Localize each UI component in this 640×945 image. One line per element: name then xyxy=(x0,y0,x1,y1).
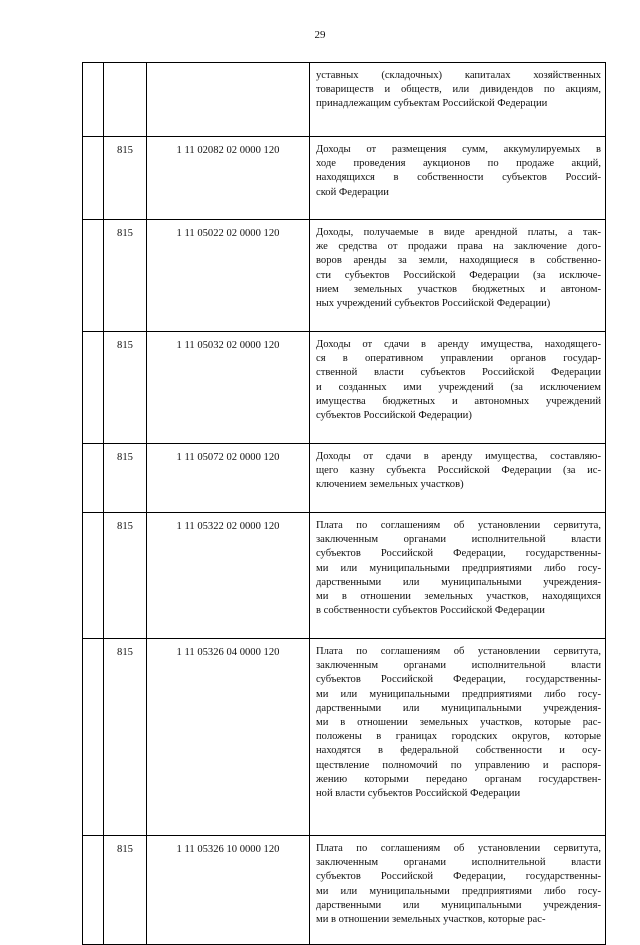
description-line: же средства от продажи права на заключение дого- xyxy=(316,241,601,253)
description-cell xyxy=(310,63,606,137)
table-row xyxy=(83,836,606,945)
description-line: Плата по соглашениям об установлении сервитута, xyxy=(316,646,601,657)
blank-cell xyxy=(83,639,104,836)
description-line: воров аренды за земли, находящиеся в собственно- xyxy=(316,255,601,267)
budget-code-cell: 1 11 05322 02 0000 120 xyxy=(147,513,310,639)
table-row xyxy=(83,137,606,220)
revenue-codes-table xyxy=(82,62,606,945)
description-line: ми или муниципальными предприятиями либо госу- xyxy=(316,688,601,700)
budget-code-cell: 1 11 02082 02 0000 120 xyxy=(147,137,310,220)
blank-cell xyxy=(83,63,104,137)
description-line: принадлежащим субъектам Российской Федерации xyxy=(316,98,548,110)
table-row xyxy=(83,513,606,639)
description-line: сти субъектов Российской Федерации (за исключе- xyxy=(316,269,601,281)
description-line: дарственными или муниципальными учреждения- xyxy=(316,576,601,588)
budget-code-cell: 1 11 05022 02 0000 120 xyxy=(147,220,310,332)
blank-cell xyxy=(83,836,104,945)
blank-cell xyxy=(83,332,104,444)
admin-code-cell xyxy=(104,63,147,137)
description-line: товариществ и обществ, или дивидендов по акциям, xyxy=(316,84,601,96)
description-line: в собственности субъектов Российской Федерации xyxy=(316,605,545,617)
budget-code-cell: 1 11 05072 02 0000 120 xyxy=(147,444,310,513)
description-line: дарственными или муниципальными учреждения- xyxy=(316,899,601,911)
description-line: субъектов Российской Федерации, государственны- xyxy=(316,674,601,686)
description-cell xyxy=(310,444,606,513)
description-line: ных учреждений субъектов Российской Федерации) xyxy=(316,298,551,310)
admin-code-cell: 815 xyxy=(104,444,147,513)
admin-code-cell: 815 xyxy=(104,220,147,332)
description-line: ся в оперативном управлении органов государ- xyxy=(316,353,601,365)
budget-code-cell: 1 11 05032 02 0000 120 xyxy=(147,332,310,444)
description-line: щего казну субъекта Российской Федерации (за ис- xyxy=(316,465,601,477)
description-line: находятся в федеральной собственности и осу- xyxy=(316,745,601,757)
description-line: субъектов Российской Федерации) xyxy=(316,410,472,422)
description-cell xyxy=(310,513,606,639)
description-cell xyxy=(310,332,606,444)
description-line: ми или муниципальными предприятиями либо госу- xyxy=(316,562,601,574)
description-cell xyxy=(310,137,606,220)
description-line: ной власти субъектов Российской Федерации xyxy=(316,788,521,800)
admin-code-cell: 815 xyxy=(104,332,147,444)
description-line: жению которыми передано органам государствен- xyxy=(316,773,601,785)
description-line: ществление полномочий по управлению и распоря- xyxy=(316,759,601,771)
description-line: заключенным органами исполнительной власти xyxy=(316,660,601,672)
table-row xyxy=(83,639,606,836)
description-line: дарственными или муниципальными учреждения- xyxy=(316,702,601,714)
description-line: ми или муниципальными предприятиями либо госу- xyxy=(316,885,601,897)
blank-cell xyxy=(83,220,104,332)
admin-code-cell: 815 xyxy=(104,836,147,945)
description-line: Доходы от сдачи в аренду имущества, составляю- xyxy=(316,451,601,462)
description-line: ской Федерации xyxy=(316,186,389,198)
description-line: положены в границах городских округов, которые xyxy=(316,731,601,743)
budget-code-cell: 1 11 05326 04 0000 120 xyxy=(147,639,310,836)
admin-code-cell: 815 xyxy=(104,513,147,639)
blank-cell xyxy=(83,444,104,513)
description-line: нием земельных участков бюджетных и автоном- xyxy=(316,283,601,295)
table-row xyxy=(83,63,606,137)
description-cell xyxy=(310,836,606,945)
admin-code-cell: 815 xyxy=(104,137,147,220)
description-line: ми в отношении земельных участков, находящихся xyxy=(316,591,601,603)
description-line: ми в отношении земельных участков, которые рас- xyxy=(316,717,601,729)
description-line: ми в отношении земельных участков, которые рас- xyxy=(316,914,546,926)
description-line: Доходы от размещения сумм, аккумулируемых в xyxy=(316,144,601,155)
description-line: имущества бюджетных и автономных учреждений xyxy=(316,395,601,407)
admin-code-cell: 815 xyxy=(104,639,147,836)
description-cell xyxy=(310,220,606,332)
table-row xyxy=(83,220,606,332)
description-line: Плата по соглашениям об установлении сервитута, xyxy=(316,520,601,531)
table-row xyxy=(83,444,606,513)
description-line: уставных (складочных) капиталах хозяйственных xyxy=(316,70,601,81)
description-line: субъектов Российской Федерации, государственны- xyxy=(316,548,601,560)
blank-cell xyxy=(83,137,104,220)
budget-code-cell xyxy=(147,63,310,137)
description-line: и созданных ими учреждений (за исключением xyxy=(316,381,601,393)
description-line: находящихся в собственности субъектов Россий- xyxy=(316,172,601,184)
description-line: Плата по соглашениям об установлении сервитута, xyxy=(316,843,601,854)
description-line: ключением земельных участков) xyxy=(316,479,464,491)
description-line: субъектов Российской Федерации, государственны- xyxy=(316,871,601,883)
description-line: заключенным органами исполнительной власти xyxy=(316,534,601,546)
description-line: Доходы, получаемые в виде арендной платы, а так- xyxy=(316,227,601,238)
description-line: ходе проведения аукционов по продаже акций, xyxy=(316,158,601,170)
description-cell xyxy=(310,639,606,836)
description-line: заключенным органами исполнительной власти xyxy=(316,857,601,869)
budget-code-cell: 1 11 05326 10 0000 120 xyxy=(147,836,310,945)
description-line: ственной власти субъектов Российской Федерации xyxy=(316,367,601,379)
description-line: Доходы от сдачи в аренду имущества, находящего- xyxy=(316,339,601,350)
blank-cell xyxy=(83,513,104,639)
page-number: 29 xyxy=(314,29,326,41)
table-body xyxy=(83,63,606,945)
table-row xyxy=(83,332,606,444)
